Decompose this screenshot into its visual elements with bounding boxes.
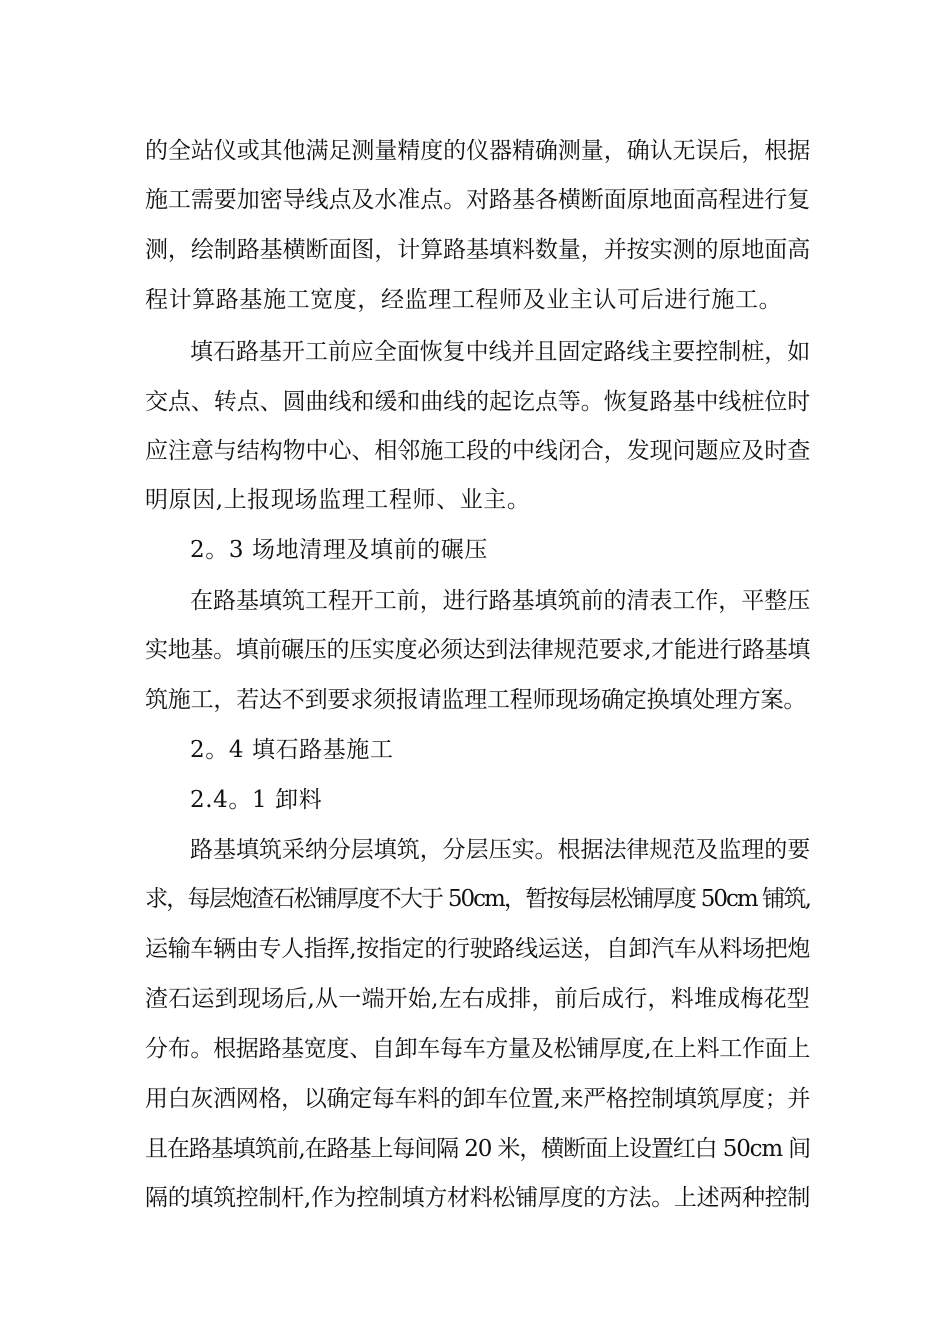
paragraph-line: 且在路基填筑前,在路基上每间隔 20 米，横断面上设置红白 50cm 间 xyxy=(145,1136,810,1162)
paragraph-line: 填石路基开工前应全面恢复中线并且固定路线主要控制桩，如 xyxy=(190,339,810,365)
paragraph-line: 渣石运到现场后,从一端开始,左右成排，前后成行，料堆成梅花型 xyxy=(145,986,810,1012)
paragraph-line: 明原因,上报现场监理工程师、业主。 xyxy=(145,487,531,513)
paragraph-line: 测，绘制路基横断面图，计算路基填料数量，并按实测的原地面高 xyxy=(145,237,810,263)
section-heading-2-3: 2。3 场地清理及填前的碾压 xyxy=(190,537,488,563)
paragraph-line: 用白灰洒网格，以确定每车料的卸车位置,来严格控制填筑厚度；并 xyxy=(145,1086,810,1112)
paragraph-line: 分布。根据路基宽度、自卸车每车方量及松铺厚度,在上料工作面上 xyxy=(145,1036,810,1062)
paragraph-line: 筑施工，若达不到要求须报请监理工程师现场确定换填处理方案。 xyxy=(145,687,807,713)
paragraph-line: 路基填筑采纳分层填筑，分层压实。根据法律规范及监理的要 xyxy=(190,837,810,863)
paragraph-line: 施工需要加密导线点及水准点。对路基各横断面原地面高程进行复 xyxy=(145,187,810,213)
paragraph-line: 运输车辆由专人指挥,按指定的行驶路线运送，自卸汽车从料场把炮 xyxy=(145,936,810,962)
paragraph-line: 程计算路基施工宽度，经监理工程师及业主认可后进行施工。 xyxy=(145,287,783,313)
section-heading-2-4: 2。4 填石路基施工 xyxy=(190,737,394,763)
section-heading-2-4-1: 2.4。1 卸料 xyxy=(190,787,323,813)
paragraph-line: 在路基填筑工程开工前，进行路基填筑前的清表工作，平整压 xyxy=(190,588,810,614)
paragraph-line: 的全站仪或其他满足测量精度的仪器精确测量，确认无误后，根据 xyxy=(145,138,810,164)
paragraph-line: 隔的填筑控制杆,作为控制填方材料松铺厚度的方法。上述两种控制 xyxy=(145,1185,810,1211)
paragraph-line: 求，每层炮渣石松铺厚度不大于 50cm，暂按每层松铺厚度 50cm 铺筑, xyxy=(145,886,810,912)
paragraph-line: 交点、转点、圆曲线和缓和曲线的起讫点等。恢复路基中线桩位时 xyxy=(145,389,810,415)
paragraph-line: 应注意与结构物中心、相邻施工段的中线闭合，发现问题应及时查 xyxy=(145,438,810,464)
paragraph-line: 实地基。填前碾压的压实度必须达到法律规范要求,才能进行路基填 xyxy=(145,637,810,663)
